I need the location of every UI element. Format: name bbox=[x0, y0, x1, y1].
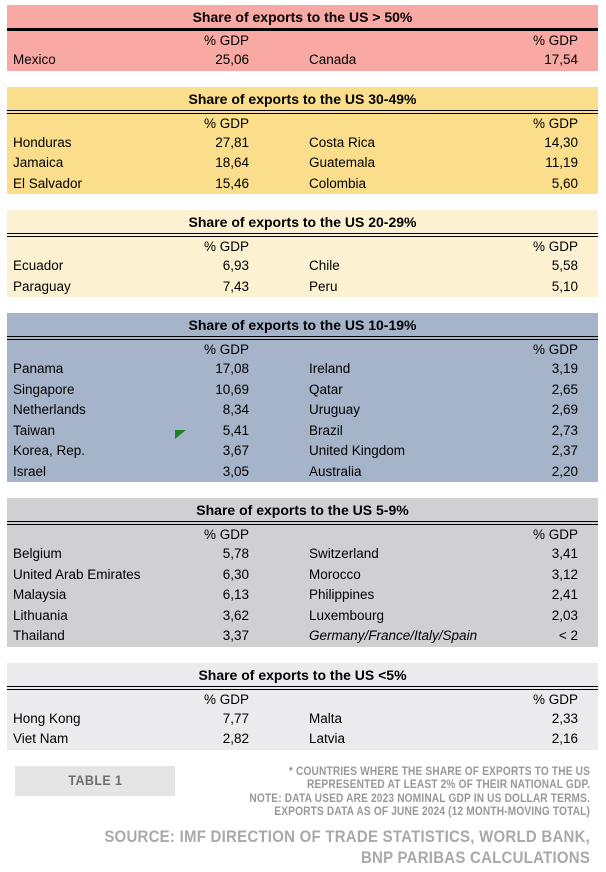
country-cell: Hong Kong bbox=[13, 710, 81, 726]
value-cell: 2,16 bbox=[551, 731, 578, 746]
value-cell: 14,30 bbox=[544, 134, 578, 150]
value-cell: 6,93 bbox=[222, 258, 249, 273]
gdp-header-right: % GDP bbox=[532, 239, 578, 254]
footnote-line: EXPORTS DATA AS OF JUNE 2024 (12 MONTH-MOVING TOTAL) bbox=[274, 806, 591, 818]
country-cell: Malta bbox=[309, 710, 343, 726]
table-number-label: TABLE 1 bbox=[67, 772, 123, 788]
country-cell: Australia bbox=[309, 463, 362, 479]
gdp-header-right: % GDP bbox=[532, 691, 578, 707]
country-cell: Ecuador bbox=[13, 258, 64, 273]
value-cell: 11,19 bbox=[545, 155, 578, 170]
table-row bbox=[7, 421, 598, 442]
table-row bbox=[7, 277, 598, 298]
country-cell: Philippines bbox=[309, 587, 375, 602]
value-cell: 8,34 bbox=[222, 402, 249, 417]
spacer-cell bbox=[309, 690, 504, 709]
column-header-row bbox=[7, 340, 598, 359]
spacer-cell bbox=[13, 31, 183, 50]
spacer-cell bbox=[309, 31, 504, 50]
section-gt50 bbox=[7, 5, 598, 71]
table-row bbox=[7, 153, 598, 174]
value-cell: 10,69 bbox=[215, 381, 249, 397]
spacer-cell bbox=[309, 525, 504, 544]
source-line: BNP PARIBAS CALCULATIONS bbox=[360, 848, 591, 867]
spacer-cell bbox=[249, 50, 309, 71]
spacer-cell bbox=[249, 421, 309, 442]
value-cell: 2,37 bbox=[551, 443, 578, 458]
table-row bbox=[7, 256, 598, 277]
country-cell: Luxembourg bbox=[309, 607, 385, 623]
section-title: Share of exports to the US <5% bbox=[198, 666, 407, 683]
value-cell: 2,82 bbox=[222, 731, 249, 746]
spacer-cell bbox=[249, 690, 309, 709]
spacer-cell bbox=[249, 174, 309, 195]
value-cell: 2,73 bbox=[551, 422, 578, 438]
value-cell: 5,60 bbox=[551, 175, 578, 191]
column-header-row bbox=[7, 690, 598, 709]
value-cell: 2,65 bbox=[551, 381, 578, 397]
spacer-cell bbox=[13, 690, 183, 709]
value-cell: 3,62 bbox=[222, 607, 249, 623]
exports-share-table bbox=[7, 5, 598, 869]
spacer-cell bbox=[309, 340, 504, 359]
gdp-header-right: % GDP bbox=[532, 33, 578, 48]
spacer-cell bbox=[249, 606, 309, 627]
spacer-cell bbox=[309, 237, 504, 256]
table-row bbox=[7, 400, 598, 421]
country-cell: Colombia bbox=[309, 175, 367, 191]
country-cell: Singapore bbox=[13, 381, 75, 397]
column-header-row bbox=[7, 31, 598, 50]
table-row bbox=[7, 585, 598, 606]
value-cell: 27,81 bbox=[215, 134, 249, 150]
section-title: Share of exports to the US 10-19% bbox=[188, 317, 417, 333]
value-cell: 5,41 bbox=[183, 421, 249, 442]
spacer-cell bbox=[309, 114, 504, 133]
country-cell: Lithuania bbox=[13, 607, 68, 623]
value-cell: 17,08 bbox=[215, 361, 249, 376]
value-cell: 5,58 bbox=[551, 258, 578, 273]
table-row bbox=[7, 606, 598, 627]
table-row bbox=[7, 709, 598, 730]
value-cell: 3,67 bbox=[222, 443, 249, 458]
spacer-cell bbox=[13, 525, 183, 544]
value-cell: 2,03 bbox=[551, 607, 578, 623]
country-cell: United Kingdom bbox=[309, 443, 406, 458]
value-cell: 6,13 bbox=[222, 587, 249, 602]
gdp-header-right: % GDP bbox=[532, 527, 578, 542]
footnotes bbox=[226, 766, 598, 820]
value-cell: 17,54 bbox=[544, 52, 578, 67]
spacer-cell bbox=[249, 709, 309, 730]
spacer-cell bbox=[249, 133, 309, 154]
country-cell: Canada bbox=[309, 52, 357, 67]
spacer-cell bbox=[249, 462, 309, 483]
gdp-header-left: % GDP bbox=[203, 527, 249, 542]
section-lt5 bbox=[7, 663, 598, 750]
table-footer bbox=[7, 766, 598, 820]
section-title: Share of exports to the US 5-9% bbox=[196, 502, 409, 518]
spacer-cell bbox=[249, 585, 309, 606]
country-cell: El Salvador bbox=[13, 175, 83, 191]
section-20-29 bbox=[7, 210, 598, 297]
spacer-cell bbox=[249, 31, 309, 50]
spacer-cell bbox=[249, 729, 309, 750]
table-row bbox=[7, 544, 598, 565]
spacer-cell bbox=[13, 237, 183, 256]
table-row bbox=[7, 626, 598, 647]
table-row bbox=[7, 50, 598, 71]
section-30-49 bbox=[7, 87, 598, 195]
value-cell: 2,20 bbox=[551, 463, 578, 479]
country-cell: Israel bbox=[13, 463, 47, 479]
gdp-header-right: % GDP bbox=[532, 115, 578, 131]
value-cell: 5,10 bbox=[551, 278, 578, 294]
section-title: Share of exports to the US 20-29% bbox=[188, 214, 417, 230]
spacer-cell bbox=[249, 380, 309, 401]
value-cell: 7,77 bbox=[222, 710, 249, 726]
table-row bbox=[7, 441, 598, 462]
column-header-row bbox=[7, 114, 598, 133]
value-cell: 2,41 bbox=[551, 587, 578, 602]
country-cell: Switzerland bbox=[309, 546, 379, 561]
country-cell: Germany/France/Italy/Spain bbox=[309, 628, 478, 643]
country-cell: Honduras bbox=[13, 134, 72, 150]
value-cell: 15,46 bbox=[215, 175, 249, 191]
column-header-row bbox=[7, 525, 598, 544]
country-cell: Latvia bbox=[309, 731, 346, 746]
country-cell: Viet Nam bbox=[13, 731, 69, 746]
spacer-cell bbox=[249, 626, 309, 647]
country-cell: Ireland bbox=[309, 361, 351, 376]
spacer-cell bbox=[13, 340, 183, 359]
country-cell: Jamaica bbox=[13, 155, 64, 170]
source-line: SOURCE: IMF DIRECTION OF TRADE STATISTICS, WORLD BANK, bbox=[104, 826, 591, 846]
country-cell: Mexico bbox=[13, 52, 56, 67]
value-cell: 5,78 bbox=[222, 546, 249, 561]
spacer-cell bbox=[249, 441, 309, 462]
footnote-line: REPRESENTED AT LEAST 2% OF THEIR NATIONAL GDP. bbox=[307, 779, 591, 791]
country-cell: Brazil bbox=[309, 422, 343, 438]
spacer-cell bbox=[249, 544, 309, 565]
gdp-header-left: % GDP bbox=[203, 691, 249, 707]
value-cell: < 2 bbox=[558, 628, 578, 643]
spacer-cell bbox=[249, 256, 309, 277]
country-cell: Netherlands bbox=[13, 402, 86, 417]
spacer-cell bbox=[249, 277, 309, 298]
value-cell: 25,06 bbox=[215, 52, 249, 67]
country-cell: Chile bbox=[309, 258, 340, 273]
table-number-badge bbox=[15, 766, 175, 796]
country-cell: Guatemala bbox=[309, 155, 376, 170]
spacer-cell bbox=[249, 114, 309, 133]
value-cell: 2,69 bbox=[551, 402, 578, 417]
section-title: Share of exports to the US > 50% bbox=[192, 9, 413, 25]
table-row bbox=[7, 359, 598, 380]
gdp-header-left: % GDP bbox=[203, 33, 249, 48]
country-cell: Taiwan bbox=[13, 422, 56, 438]
value-cell: 3,05 bbox=[222, 463, 249, 479]
country-cell: Korea, Rep. bbox=[13, 443, 86, 458]
table-row bbox=[7, 133, 598, 154]
spacer-cell bbox=[249, 565, 309, 586]
table-sections bbox=[7, 5, 598, 750]
value-cell: 3,19 bbox=[551, 361, 578, 376]
country-cell: Belgium bbox=[13, 546, 62, 561]
country-cell: Qatar bbox=[309, 381, 343, 397]
country-cell: Paraguay bbox=[13, 278, 71, 294]
table-row bbox=[7, 565, 598, 586]
country-cell: Costa Rica bbox=[309, 134, 376, 150]
value-cell: 2,33 bbox=[551, 710, 578, 726]
table-row bbox=[7, 174, 598, 195]
source-attribution bbox=[78, 826, 598, 869]
country-cell: Morocco bbox=[309, 566, 361, 582]
footnote-line: * COUNTRIES WHERE THE SHARE OF EXPORTS TO THE US bbox=[288, 765, 591, 778]
spacer-cell bbox=[249, 153, 309, 174]
spacer-cell bbox=[249, 340, 309, 359]
table-row bbox=[7, 462, 598, 483]
value-cell: 18,64 bbox=[215, 155, 249, 170]
value-cell: 7,43 bbox=[222, 278, 249, 294]
gdp-header-right: % GDP bbox=[532, 342, 578, 357]
column-header-row bbox=[7, 237, 598, 256]
country-cell: Malaysia bbox=[13, 587, 67, 602]
country-cell: Peru bbox=[309, 278, 338, 294]
country-cell: United Arab Emirates bbox=[13, 566, 141, 582]
spacer-cell bbox=[249, 525, 309, 544]
gdp-header-left: % GDP bbox=[203, 115, 249, 131]
spacer-cell bbox=[13, 114, 183, 133]
section-10-19 bbox=[7, 313, 598, 482]
table-row bbox=[7, 380, 598, 401]
gdp-header-left: % GDP bbox=[203, 239, 249, 254]
value-cell: 6,30 bbox=[222, 566, 249, 582]
spacer-cell bbox=[249, 237, 309, 256]
spacer-cell bbox=[249, 359, 309, 380]
footnote-line: NOTE: DATA USED ARE 2023 NOMINAL GDP IN US DOLLAR TERMS. bbox=[249, 792, 591, 805]
section-title: Share of exports to the US 30-49% bbox=[188, 90, 417, 107]
table-row bbox=[7, 729, 598, 750]
section-5-9 bbox=[7, 498, 598, 647]
spacer-cell bbox=[249, 400, 309, 421]
value-cell: 3,12 bbox=[551, 566, 578, 582]
value-cell: 3,41 bbox=[551, 546, 578, 561]
country-cell: Thailand bbox=[13, 628, 65, 643]
country-cell: Panama bbox=[13, 361, 64, 376]
value-cell: 3,37 bbox=[222, 628, 249, 643]
country-cell: Uruguay bbox=[309, 402, 361, 417]
gdp-header-left: % GDP bbox=[203, 342, 249, 357]
